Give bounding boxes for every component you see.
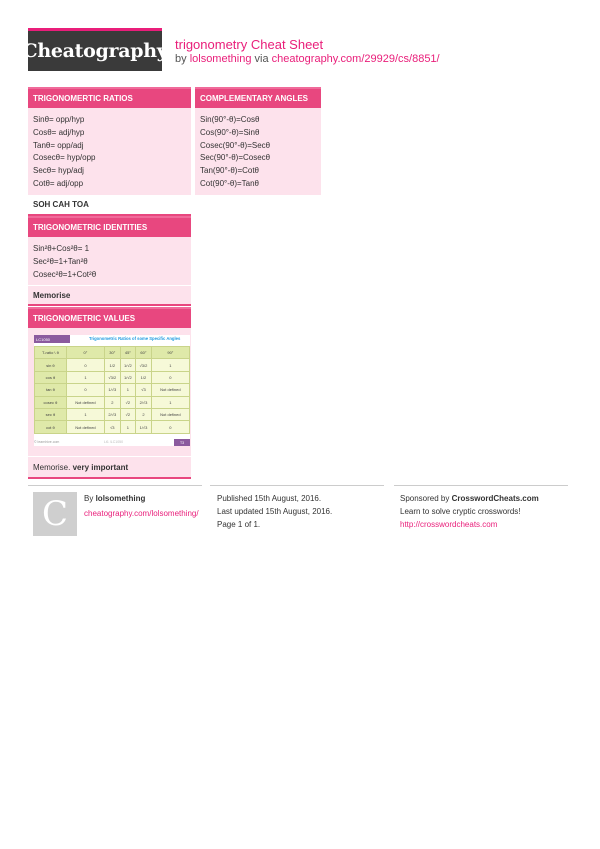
via-text: via	[254, 53, 269, 65]
table-header-row	[35, 347, 190, 359]
table-cell: 1	[66, 371, 104, 383]
table-row	[35, 408, 190, 420]
image-footer-left: © learnhive.com	[34, 440, 60, 444]
image-footer	[34, 439, 190, 446]
logo-text: Cheatography	[28, 31, 162, 71]
published-date: Published 15th August, 2016.	[217, 494, 322, 503]
table-cell: Not defined	[66, 421, 104, 433]
table-cell: T-ratio \ θ	[35, 347, 67, 359]
author-link[interactable]: lolsomething	[189, 53, 252, 65]
page-title: trigonometry Cheat Sheet	[175, 37, 324, 52]
complementary-list	[195, 108, 321, 195]
table-cell: 90°	[151, 347, 189, 359]
values-footer	[28, 456, 201, 477]
table-cell: 2	[105, 396, 121, 408]
table-cell: √2	[120, 396, 136, 408]
table-cell: 0	[66, 359, 104, 371]
table-cell: 1/2	[136, 371, 152, 383]
complementary-line: Cot(90°-θ)=Tanθ	[200, 178, 260, 188]
identities-heading: TRIGONOMETRIC IDENTITIES	[28, 216, 191, 237]
byline	[175, 53, 440, 65]
table-cell: sec θ	[35, 408, 67, 420]
author-avatar[interactable]: C	[33, 492, 77, 536]
ratio-line: Secθ= hyp/adj	[33, 166, 84, 176]
ratio-line: Cosθ= adj/hyp	[33, 127, 85, 137]
ratios-footer: SOH CAH TOA	[28, 195, 191, 214]
ratio-line: Cosecθ= hyp/opp	[33, 153, 96, 163]
table-cell: 1	[120, 421, 136, 433]
ratios-box	[28, 87, 191, 216]
table-cell: 60°	[136, 347, 152, 359]
table-cell: 1/√2	[120, 359, 136, 371]
table-cell: 0	[66, 384, 104, 396]
table-row	[35, 371, 190, 383]
identities-box	[28, 216, 191, 306]
table-cell: cot θ	[35, 421, 67, 433]
table-cell: tan θ	[35, 384, 67, 396]
complementary-line: Cos(90°-θ)=Sinθ	[200, 127, 260, 137]
ratio-line: Tanθ= opp/adj	[33, 140, 84, 150]
table-cell: 0°	[66, 347, 104, 359]
table-row	[35, 359, 190, 371]
trig-values-image	[34, 335, 190, 446]
footer-by-label: By	[84, 494, 94, 503]
table-cell: 1/√3	[105, 384, 121, 396]
table-cell: √3/2	[105, 371, 121, 383]
ratios-list	[28, 108, 191, 195]
sponsor-prefix: Sponsored by	[400, 494, 450, 503]
table-row	[35, 396, 190, 408]
image-title: Trigonometric Ratios of some Specific Angles	[89, 336, 181, 341]
footer-author-link[interactable]: cheatography.com/lolsomething/	[84, 509, 199, 518]
table-cell: cosec θ	[35, 396, 67, 408]
by-prefix: by	[175, 53, 187, 65]
identity-line: Sin²θ+Cos²θ= 1	[33, 244, 90, 253]
footer-sponsor	[400, 492, 539, 531]
values-footer-plain: Memorise.	[33, 462, 71, 472]
identities-footer: Memorise	[28, 285, 191, 304]
updated-date: Last updated 15th August, 2016.	[217, 507, 333, 516]
table-cell: √3	[105, 421, 121, 433]
table-cell: 1/√3	[136, 421, 152, 433]
footer-divider	[28, 485, 202, 486]
table-cell: √3/2	[136, 359, 152, 371]
trig-values-table	[34, 346, 190, 434]
table-cell: √2	[120, 408, 136, 420]
table-row	[35, 421, 190, 433]
complementary-box	[195, 87, 321, 195]
complementary-line: Sin(90°-θ)=Cosθ	[200, 115, 260, 124]
table-cell: Not defined	[151, 408, 189, 420]
table-cell: 45°	[120, 347, 136, 359]
table-cell: 0	[151, 421, 189, 433]
sponsor-link[interactable]: http://crosswordcheats.com	[400, 520, 498, 529]
table-cell: 1/√2	[120, 371, 136, 383]
table-cell: 1	[151, 359, 189, 371]
table-cell: 0	[151, 371, 189, 383]
values-heading: TRIGONOMETRIC VALUES	[28, 307, 191, 328]
table-cell: Not defined	[66, 396, 104, 408]
complementary-heading: COMPLEMENTARY ANGLES	[195, 87, 321, 108]
identity-line: Sec²θ=1+Tan²θ	[33, 256, 88, 266]
image-tag: LC1050	[34, 335, 70, 343]
table-cell: √3	[136, 384, 152, 396]
table-cell: 30°	[105, 347, 121, 359]
values-footer-bold: very important	[72, 462, 129, 472]
image-footer-mid: Lt1 /LC1050	[104, 440, 124, 444]
identity-line: Cosec²θ=1+Cot²θ	[33, 269, 97, 279]
sponsor-name[interactable]: CrosswordCheats.com	[451, 494, 539, 503]
sheet-url-link[interactable]: cheatography.com/29929/cs/8851/	[271, 53, 440, 65]
image-footer-right: T3	[174, 439, 190, 446]
complementary-line: Sec(90°-θ)=Cosecθ	[200, 153, 271, 163]
page-count: Page 1 of 1.	[217, 520, 261, 529]
footer-author-name[interactable]: lolsomething	[95, 494, 146, 503]
table-cell: cos θ	[35, 371, 67, 383]
ratios-heading: TRIGONOMERTIC RATIOS	[28, 87, 191, 108]
ratio-line: Sinθ= opp/hyp	[33, 115, 85, 124]
footer-author	[84, 492, 199, 520]
complementary-line: Tan(90°-θ)=Cotθ	[200, 166, 260, 176]
table-cell: 2	[136, 408, 152, 420]
complementary-line: Cosec(90°-θ)=Secθ	[200, 140, 271, 150]
table-cell: sin θ	[35, 359, 67, 371]
footer-divider	[394, 485, 568, 486]
table-cell: 1	[120, 384, 136, 396]
table-row	[35, 384, 190, 396]
ratio-line: Cotθ= adj/opp	[33, 178, 84, 188]
sponsor-tagline: Learn to solve cryptic crosswords!	[400, 507, 521, 516]
identities-list	[28, 237, 191, 285]
table-cell: 1	[66, 408, 104, 420]
footer-divider	[210, 485, 384, 486]
table-cell: 1	[151, 396, 189, 408]
table-cell: 2/√3	[105, 408, 121, 420]
table-cell: 1/2	[105, 359, 121, 371]
cheatography-logo[interactable]	[22, 28, 168, 72]
table-cell: Not defined	[151, 384, 189, 396]
table-cell: 2/√3	[136, 396, 152, 408]
footer-publish-info	[217, 492, 332, 531]
